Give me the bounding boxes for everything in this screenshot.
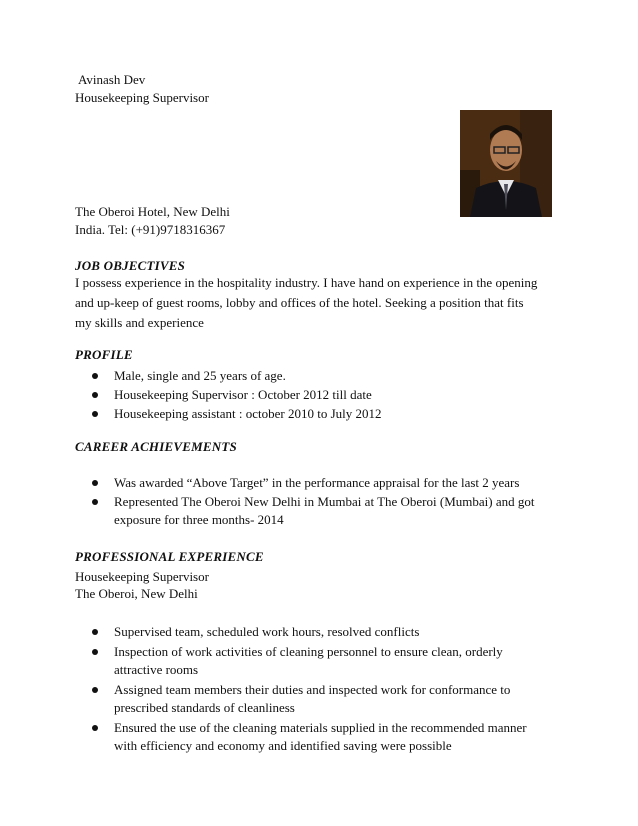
- candidate-name: Avinash Dev: [78, 72, 146, 87]
- address-line-1: The Oberoi Hotel, New Delhi: [75, 204, 230, 219]
- profile-photo: [460, 110, 552, 217]
- experience-list: [92, 623, 562, 757]
- paragraph-line: and up-keep of guest rooms, lobby and offices of the hotel. Seeking a position that fits: [75, 295, 524, 310]
- list-item: Male, single and 25 years of age.: [92, 367, 562, 386]
- paragraph-line: my skills and experience: [75, 315, 204, 330]
- bullet-icon: [92, 649, 98, 655]
- bullet-icon: [92, 392, 98, 398]
- profile-list: [92, 367, 562, 424]
- bullet-icon: [92, 373, 98, 379]
- list-item: Housekeeping Supervisor : October 2012 till date: [92, 386, 562, 405]
- list-item: Assigned team members their duties and inspected work for conformance to prescribed standards of cleanliness: [92, 681, 562, 717]
- paragraph-line: I possess experience in the hospitality industry. I have hand on experience in the opening: [75, 275, 538, 290]
- portrait-image: [460, 110, 552, 217]
- bullet-icon: [92, 499, 98, 505]
- career-list: [92, 474, 562, 529]
- job-objectives-paragraph: [75, 273, 575, 333]
- address-line-2: India. Tel: (+91)9718316367: [75, 222, 226, 237]
- list-item: Was awarded “Above Target” in the performance appraisal for the last 2 years: [92, 474, 562, 493]
- list-item: Housekeeping assistant : october 2010 to July 2012: [92, 405, 562, 424]
- bullet-icon: [92, 687, 98, 693]
- candidate-title: Housekeeping Supervisor: [75, 90, 209, 105]
- bullet-icon: [92, 629, 98, 635]
- bullet-icon: [92, 725, 98, 731]
- list-item: Inspection of work activities of cleaning personnel to ensure clean, orderly attractive rooms: [92, 643, 562, 679]
- job-objectives-heading: JOB OBJECTIVES: [75, 258, 186, 273]
- profile-heading: PROFILE: [75, 347, 133, 362]
- bullet-icon: [92, 480, 98, 486]
- list-item: Represented The Oberoi New Delhi in Mumbai at The Oberoi (Mumbai) and got exposure for three months- 2014: [92, 493, 562, 529]
- list-item: Ensured the use of the cleaning materials supplied in the recommended manner with efficiency and economy and identified saving were possible: [92, 719, 562, 755]
- list-item: Supervised team, scheduled work hours, resolved conflicts: [92, 623, 562, 641]
- career-heading: CAREER ACHIEVEMENTS: [75, 439, 237, 454]
- experience-heading: PROFESSIONAL EXPERIENCE: [75, 549, 264, 564]
- experience-role: Housekeeping Supervisor: [75, 569, 209, 584]
- bullet-icon: [92, 411, 98, 417]
- experience-employer: The Oberoi, New Delhi: [75, 586, 198, 601]
